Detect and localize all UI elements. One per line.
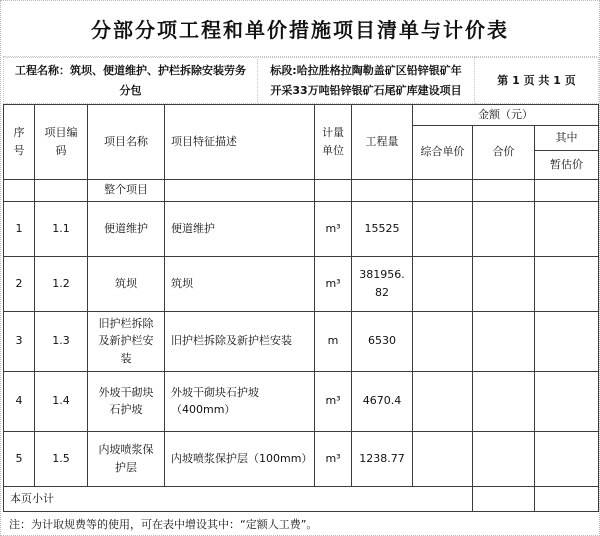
- table-row: [4, 371, 599, 431]
- cell-quantity: 1238.77: [352, 431, 413, 486]
- cell-total-price: [473, 179, 535, 201]
- subtotal-total-price-cell: [473, 486, 535, 511]
- cell-code: 1.4: [35, 371, 88, 431]
- subtotal-provisional-cell: [535, 486, 599, 511]
- cell-unit-price: [413, 311, 473, 371]
- cell-seq: 5: [4, 431, 35, 486]
- cell-code: [35, 179, 88, 201]
- cell-total-price: [473, 311, 535, 371]
- cell-quantity: 381956.82: [352, 256, 413, 311]
- header-code: 项目编码: [35, 105, 88, 180]
- info-header-table: [3, 57, 599, 104]
- cell-total-price: [473, 256, 535, 311]
- cell-total-price: [473, 371, 535, 431]
- cell-code: 1.2: [35, 256, 88, 311]
- cell-seq: [4, 179, 35, 201]
- subtotal-row: [4, 486, 599, 511]
- cell-provisional: [535, 371, 599, 431]
- table-header-row-1: [4, 105, 599, 126]
- header-amount-group: 金额（元）: [413, 105, 599, 126]
- cell-code: 1.3: [35, 311, 88, 371]
- cell-total-price: [473, 431, 535, 486]
- cell-feature: 便道维护: [165, 201, 315, 256]
- header-provisional: 暂估价: [535, 150, 599, 179]
- header-feature: 项目特征描述: [165, 105, 315, 180]
- table-row: [4, 256, 599, 311]
- cell-unit-price: [413, 256, 473, 311]
- cell-feature: 旧护栏拆除及新护栏安装: [165, 311, 315, 371]
- footnote: 注：为计取规费等的使用，可在表中增设其中：“定额人工费”。: [9, 518, 318, 532]
- cell-seq: 2: [4, 256, 35, 311]
- cell-feature: [165, 179, 315, 201]
- cell-name: 便道维护: [88, 201, 165, 256]
- cell-provisional: [535, 256, 599, 311]
- cell-seq: 1: [4, 201, 35, 256]
- cell-provisional: [535, 201, 599, 256]
- cell-unit-price: [413, 201, 473, 256]
- group-name-cell: 整个项目: [88, 179, 165, 201]
- header-total-price: 合价: [473, 125, 535, 179]
- header-of-which: 其中: [535, 125, 599, 150]
- cell-quantity: [352, 179, 413, 201]
- table-row: [4, 201, 599, 256]
- cell-code: 1.5: [35, 431, 88, 486]
- cell-unit-price: [413, 431, 473, 486]
- cell-provisional: [535, 431, 599, 486]
- header-unit-price: 综合单价: [413, 125, 473, 179]
- cell-name: 筑坝: [88, 256, 165, 311]
- cell-quantity: 6530: [352, 311, 413, 371]
- cell-provisional: [535, 179, 599, 201]
- cell-quantity: 4670.4: [352, 371, 413, 431]
- boq-table: [3, 104, 599, 512]
- cell-unit-price: [413, 179, 473, 201]
- page-number-cell: 第 1 页 共 1 页: [475, 58, 599, 104]
- cell-unit: m³: [315, 431, 352, 486]
- cell-unit: m³: [315, 256, 352, 311]
- cell-unit: m³: [315, 201, 352, 256]
- cell-quantity: 15525: [352, 201, 413, 256]
- cell-total-price: [473, 201, 535, 256]
- group-row: [4, 179, 599, 201]
- cell-seq: 3: [4, 311, 35, 371]
- header-unit: 计量单位: [315, 105, 352, 180]
- cell-provisional: [535, 311, 599, 371]
- table-row: [4, 311, 599, 371]
- header-name: 项目名称: [88, 105, 165, 180]
- cell-feature: 筑坝: [165, 256, 315, 311]
- project-name-cell: 工程名称：筑坝、便道维护、护栏拆除安装劳务分包: [4, 58, 258, 104]
- cell-code: 1.1: [35, 201, 88, 256]
- info-header-row: [4, 58, 599, 104]
- cell-unit: [315, 179, 352, 201]
- cell-name: 外坡干砌块石护坡: [88, 371, 165, 431]
- cell-feature: 内坡喷浆保护层（100mm）: [165, 431, 315, 486]
- page-title: 分部分项工程和单价措施项目清单与计价表: [3, 1, 597, 57]
- header-quantity: 工程量: [352, 105, 413, 180]
- cell-name: 内坡喷浆保护层: [88, 431, 165, 486]
- cell-feature: 外坡干砌块石护坡（400mm）: [165, 371, 315, 431]
- section-cell: 标段:哈拉胜格拉陶勒盖矿区铅锌银矿年开采33万吨铅锌银矿石尾矿库建设项目: [258, 58, 475, 104]
- cell-unit: m³: [315, 371, 352, 431]
- cell-seq: 4: [4, 371, 35, 431]
- subtotal-label-cell: 本页小计: [4, 486, 473, 511]
- cell-unit: m: [315, 311, 352, 371]
- cell-name: 旧护栏拆除及新护栏安装: [88, 311, 165, 371]
- cell-unit-price: [413, 371, 473, 431]
- header-seq: 序号: [4, 105, 35, 180]
- table-row: [4, 431, 599, 486]
